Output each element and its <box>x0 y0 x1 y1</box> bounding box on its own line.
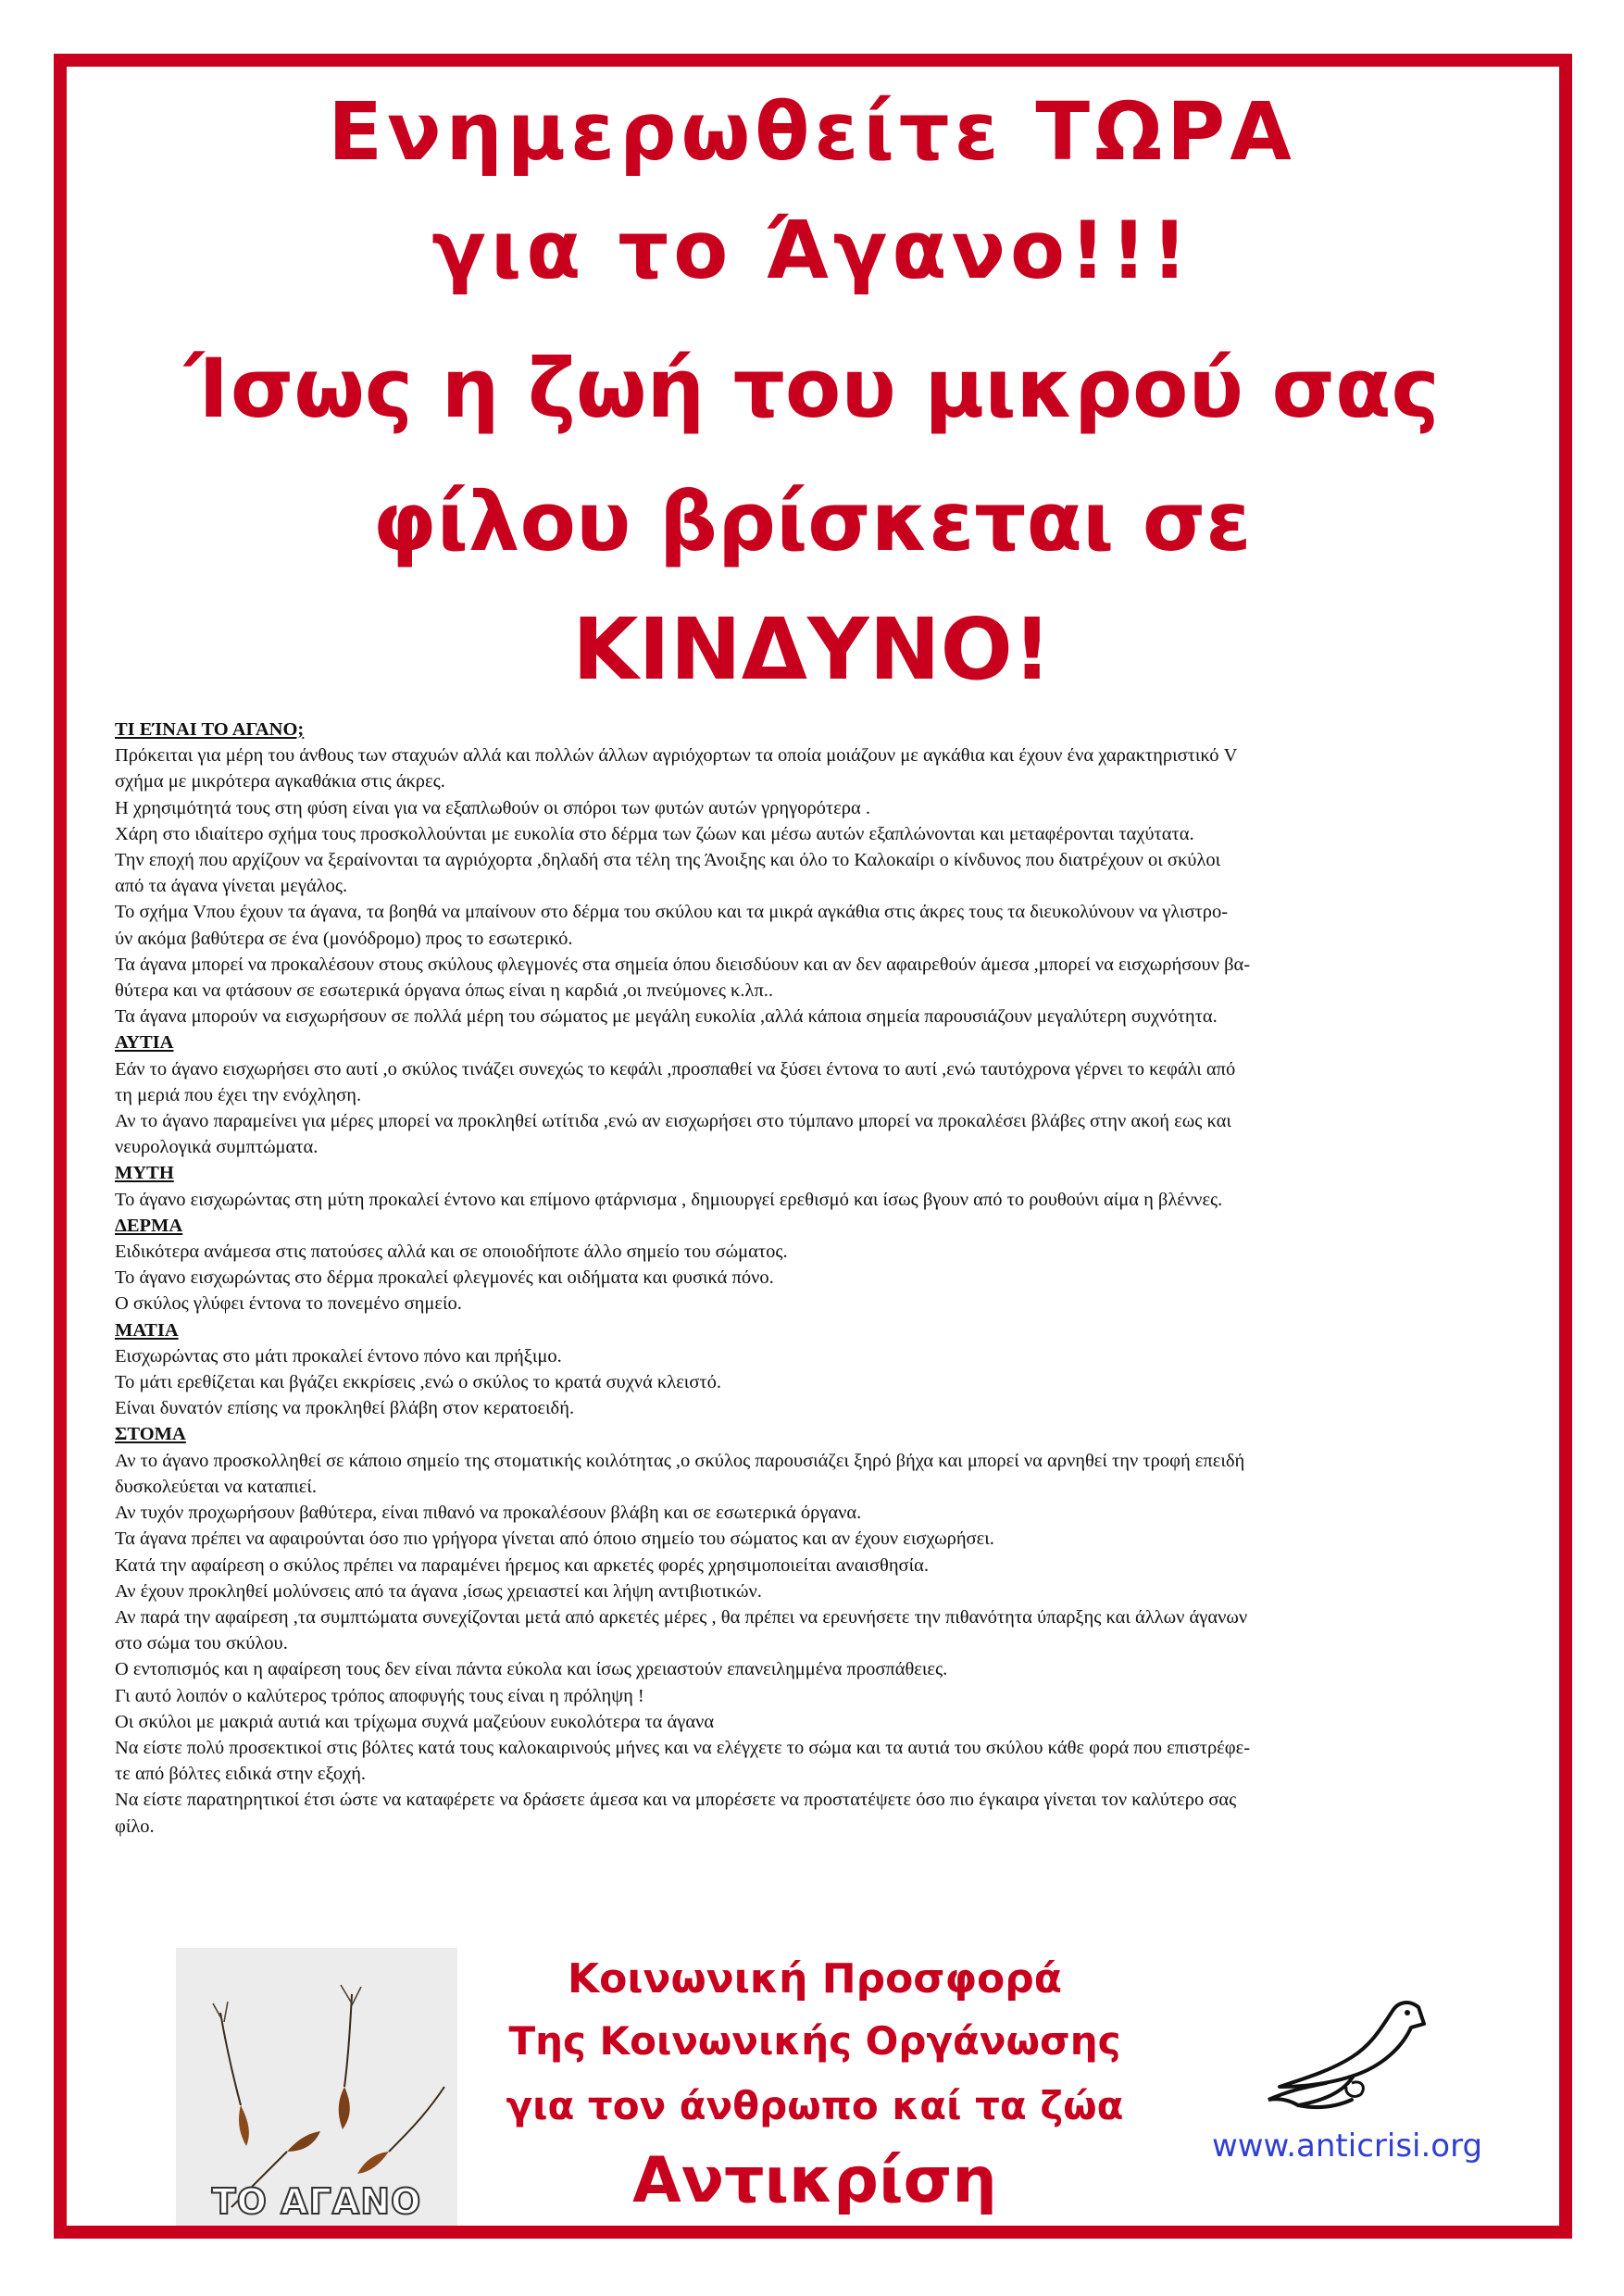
paragraph-line: τη μεριά που έχει την ενόχληση. <box>115 1084 362 1105</box>
headline-line-3: Ίσως η ζωή του μικρού σας <box>184 341 1440 436</box>
section-heading-intro: ΤΙ ΕΊΝΑΙ ΤΟ ΑΓΑΝΟ; <box>115 719 305 740</box>
paragraph-line: Αν έχουν προκληθεί μολύνσεις από τα άγανα ,ίσως χρειαστεί και λήψη αντιβιοτικών. <box>115 1580 762 1602</box>
article-body <box>115 717 1504 1840</box>
org-line-1: Κοινωνική Προσφορά <box>568 1955 1062 2003</box>
paragraph-line: Κατά την αφαίρεση ο σκύλος πρέπει να παραμένει ήρεμος και αρκετές φορές χρησιμοποιείται αναισθησία. <box>115 1554 929 1576</box>
paragraph-line: Τα άγανα μπορούν να εισχωρήσουν σε πολλά μέρη του σώματος με μεγάλη ευκολία ,αλλά κάποια σημεία παρουσιάζουν μεγαλύτερη συχνότητα. <box>115 1006 1218 1028</box>
dove-icon <box>1243 1990 1446 2120</box>
paragraph-line: Ο σκύλος γλύφει έντονα το πονεμένο σημείο. <box>115 1293 462 1315</box>
paragraph-line: Την εποχή που αρχίζουν να ξεραίνονται τα αγριόχορτα ,δηλαδή στα τέλη της Άνοιξης και όλο το Καλοκαίρι ο κίνδυνος που διατρέχουν οι σκύλοι <box>115 850 1221 871</box>
awn-photo-caption: ΤΟ ΑΓΑΝΟ <box>211 2181 422 2222</box>
website-link[interactable]: www.anticrisi.org <box>1211 2128 1483 2165</box>
paragraph-line: Το άγανο εισχωρώντας στο δέρμα προκαλεί φλεγμονές και οιδήματα και φυσικά πόνο. <box>115 1267 774 1289</box>
paragraph-line: νευρολογικά συμπτώματα. <box>115 1137 319 1158</box>
paragraph-line: φίλο. <box>115 1816 155 1837</box>
paragraph-line: Πρόκειται για μέρη του άνθους των σταχυών αλλά και πολλών άλλων αγριόχορτων τα οποία μοιάζουν με αγκάθια και έχουν ένα χαρακτηριστικό V <box>115 745 1238 767</box>
paragraph-line: Ο εντοπισμός και η αφαίρεση τους δεν είναι πάντα εύκολα και ίσως χρειαστούν επανειλημμένα προσπάθειες. <box>115 1659 948 1680</box>
paragraph-line: Το άγανο εισχωρώντας στη μύτη προκαλεί έντονο και επίμονο φτάρνισμα , δημιουργεί ερεθισμό και ίσως βγουν από το ρουθούνι αίμα η βλέννες. <box>115 1189 1223 1210</box>
paragraph-line: Γι αυτό λοιπόν ο καλύτερος τρόπος αποφυγής τους είναι η πρόληψη ! <box>115 1685 644 1706</box>
paragraph-line: Αν παρά την αφαίρεση ,τα συμπτώματα συνεχίζονται μετά από αρκετές μέρες , θα πρέπει να ερευνήσετε την πιθανότητα ύπαρξης και άλλων άγανων <box>115 1606 1248 1628</box>
paragraph-line: Αν το άγανο προσκολληθεί σε κάποιο σημείο της στοματικής κοιλότητας ,ο σκύλος παρουσιάζει ξηρό βήχα και μπορεί να αρνηθεί την τροφή επειδή <box>115 1450 1245 1471</box>
paragraph-line: Τα άγανα μπορεί να προκαλέσουν στους σκύλους φλεγμονές στα σημεία όπου διεισδύουν και αν δεν αφαιρεθούν άμεσα ,μπορεί να εισχωρήσουν βα- <box>115 954 1251 975</box>
paragraph-line: στο σώμα του σκύλου. <box>115 1633 288 1654</box>
section-heading-eyes: ΜΑΤΙΑ <box>115 1319 179 1341</box>
paragraph-line: δυσκολεύεται να καταπιεί. <box>115 1476 318 1497</box>
paragraph-line: Να είστε πολύ προσεκτικοί στις βόλτες κατά τους καλοκαιρινούς μήνες και να ελέγχετε το σώμα και τα αυτιά του σκύλου κάθε φορά που επιστρέφε- <box>115 1737 1251 1758</box>
paragraph-line: Είναι δυνατόν επίσης να προκληθεί βλάβη στον κερατοειδή. <box>115 1398 575 1419</box>
paragraph-line: από τα άγανα γίνεται μεγάλος. <box>115 876 348 897</box>
paragraph-line: Αν τυχόν προχωρήσουν βαθύτερα, είναι πιθανό να προκαλέσουν βλάβη και σε εσωτερικά όργανα. <box>115 1503 862 1524</box>
paragraph-line: σχήμα με μικρότερα αγκαθάκια στις άκρες. <box>115 771 445 792</box>
section-heading-ears: ΑΥΤΙΑ <box>115 1032 174 1054</box>
paragraph-line: Να είστε παρατηρητικοί έτσι ώστε να καταφέρετε να δράσετε άμεσα και να μπορέσετε να προστατέψετε όσο πιο έγκαιρα γίνεται τον καλύτερο σας <box>115 1790 1237 1811</box>
section-heading-nose: ΜΥΤΗ <box>115 1163 174 1184</box>
paragraph-line: Τα άγανα πρέπει να αφαιρούνται όσο πιο γρήγορα γίνεται από όποιο σημείο του σώματος και αν έχουν εισχωρήσει. <box>115 1529 994 1550</box>
headline-line-4: φίλου βρίσκεται σε <box>372 474 1252 569</box>
awn-photo <box>176 1948 457 2226</box>
org-name: Αντικρίση <box>632 2144 997 2217</box>
paragraph-line: Χάρη στο ιδιαίτερο σχήμα τους προσκολλούνται με ευκολία στο δέρμα των ζώων και μέσω αυτών εξαπλώνονται και μεταφέρονται ταχύτατα. <box>115 823 1194 844</box>
headline-line-1: Ενημερωθείτε ΤΩΡΑ <box>328 86 1296 179</box>
headline-line-2: για το Άγανο!!! <box>431 205 1193 297</box>
paragraph-line: Οι σκύλοι με μακριά αυτιά και τρίχωμα συχνά μαζεύουν ευκολότερα τα άγανα <box>115 1711 715 1732</box>
paragraph-line: Εισχωρώντας στο μάτι προκαλεί έντονο πόνο και πρήξιμο. <box>115 1345 562 1366</box>
paragraph-line: Εάν το άγανο εισχωρήσει στο αυτί ,ο σκύλος τινάζει συνεχώς το κεφάλι ,προσπαθεί να ξύσει έντονα το αυτί ,ενώ ταυτόχρονα γέρνει το κεφάλι από <box>115 1058 1236 1079</box>
paragraph-line: Το μάτι ερεθίζεται και βγάζει εκκρίσεις ,ενώ ο σκύλος το κρατά συχνά κλειστό. <box>115 1372 721 1393</box>
paragraph-line: Ειδικότερα ανάμεσα στις πατούσες αλλά και σε οποιοδήποτε άλλο σημείο του σώματος. <box>115 1242 788 1263</box>
section-heading-skin: ΔΕΡΜΑ <box>115 1215 183 1236</box>
paragraph-line: θύτερα και να φτάσουν σε εσωτερικά όργανα όπως είναι η καρδιά ,οι πνεύμονες κ.λπ.. <box>115 980 774 1002</box>
section-heading-mouth: ΣΤΟΜΑ <box>115 1424 186 1445</box>
paragraph-line: Αν το άγανο παραμείνει για μέρες μπορεί να προκληθεί ωτίτιδα ,ενώ αν εισχωρήσει στο τύμπανο μπορεί να προκαλέσει βλάβες στην ακοή εως και <box>115 1111 1231 1132</box>
org-line-3: για τον άνθρωπο καί τα ζώα <box>506 2083 1124 2128</box>
paragraph-line: τε από βόλτες ειδικά στην εξοχή. <box>115 1764 367 1785</box>
paragraph-line: Το σχήμα Vπου έχουν τα άγανα, τα βοηθά να μπαίνουν στο δέρμα του σκύλου και τα μικρά αγκάθια στις άκρες τους τα διευκολύνουν να γλιστρο- <box>115 902 1229 923</box>
paragraph-line: Η χρησιμότητά τους στη φύση είναι για να εξαπλωθούν οι σπόροι των φυτών αυτών γρηγορότερα . <box>115 797 870 818</box>
paragraph-line: ύν ακόμα βαθύτερα σε ένα (μονόδρομο) προς το εσωτερικό. <box>115 928 573 949</box>
org-line-2: Της Κοινωνικής Οργάνωσης <box>508 2018 1121 2064</box>
headline-line-5: ΚΙΝΔΥΝΟ! <box>572 600 1052 699</box>
